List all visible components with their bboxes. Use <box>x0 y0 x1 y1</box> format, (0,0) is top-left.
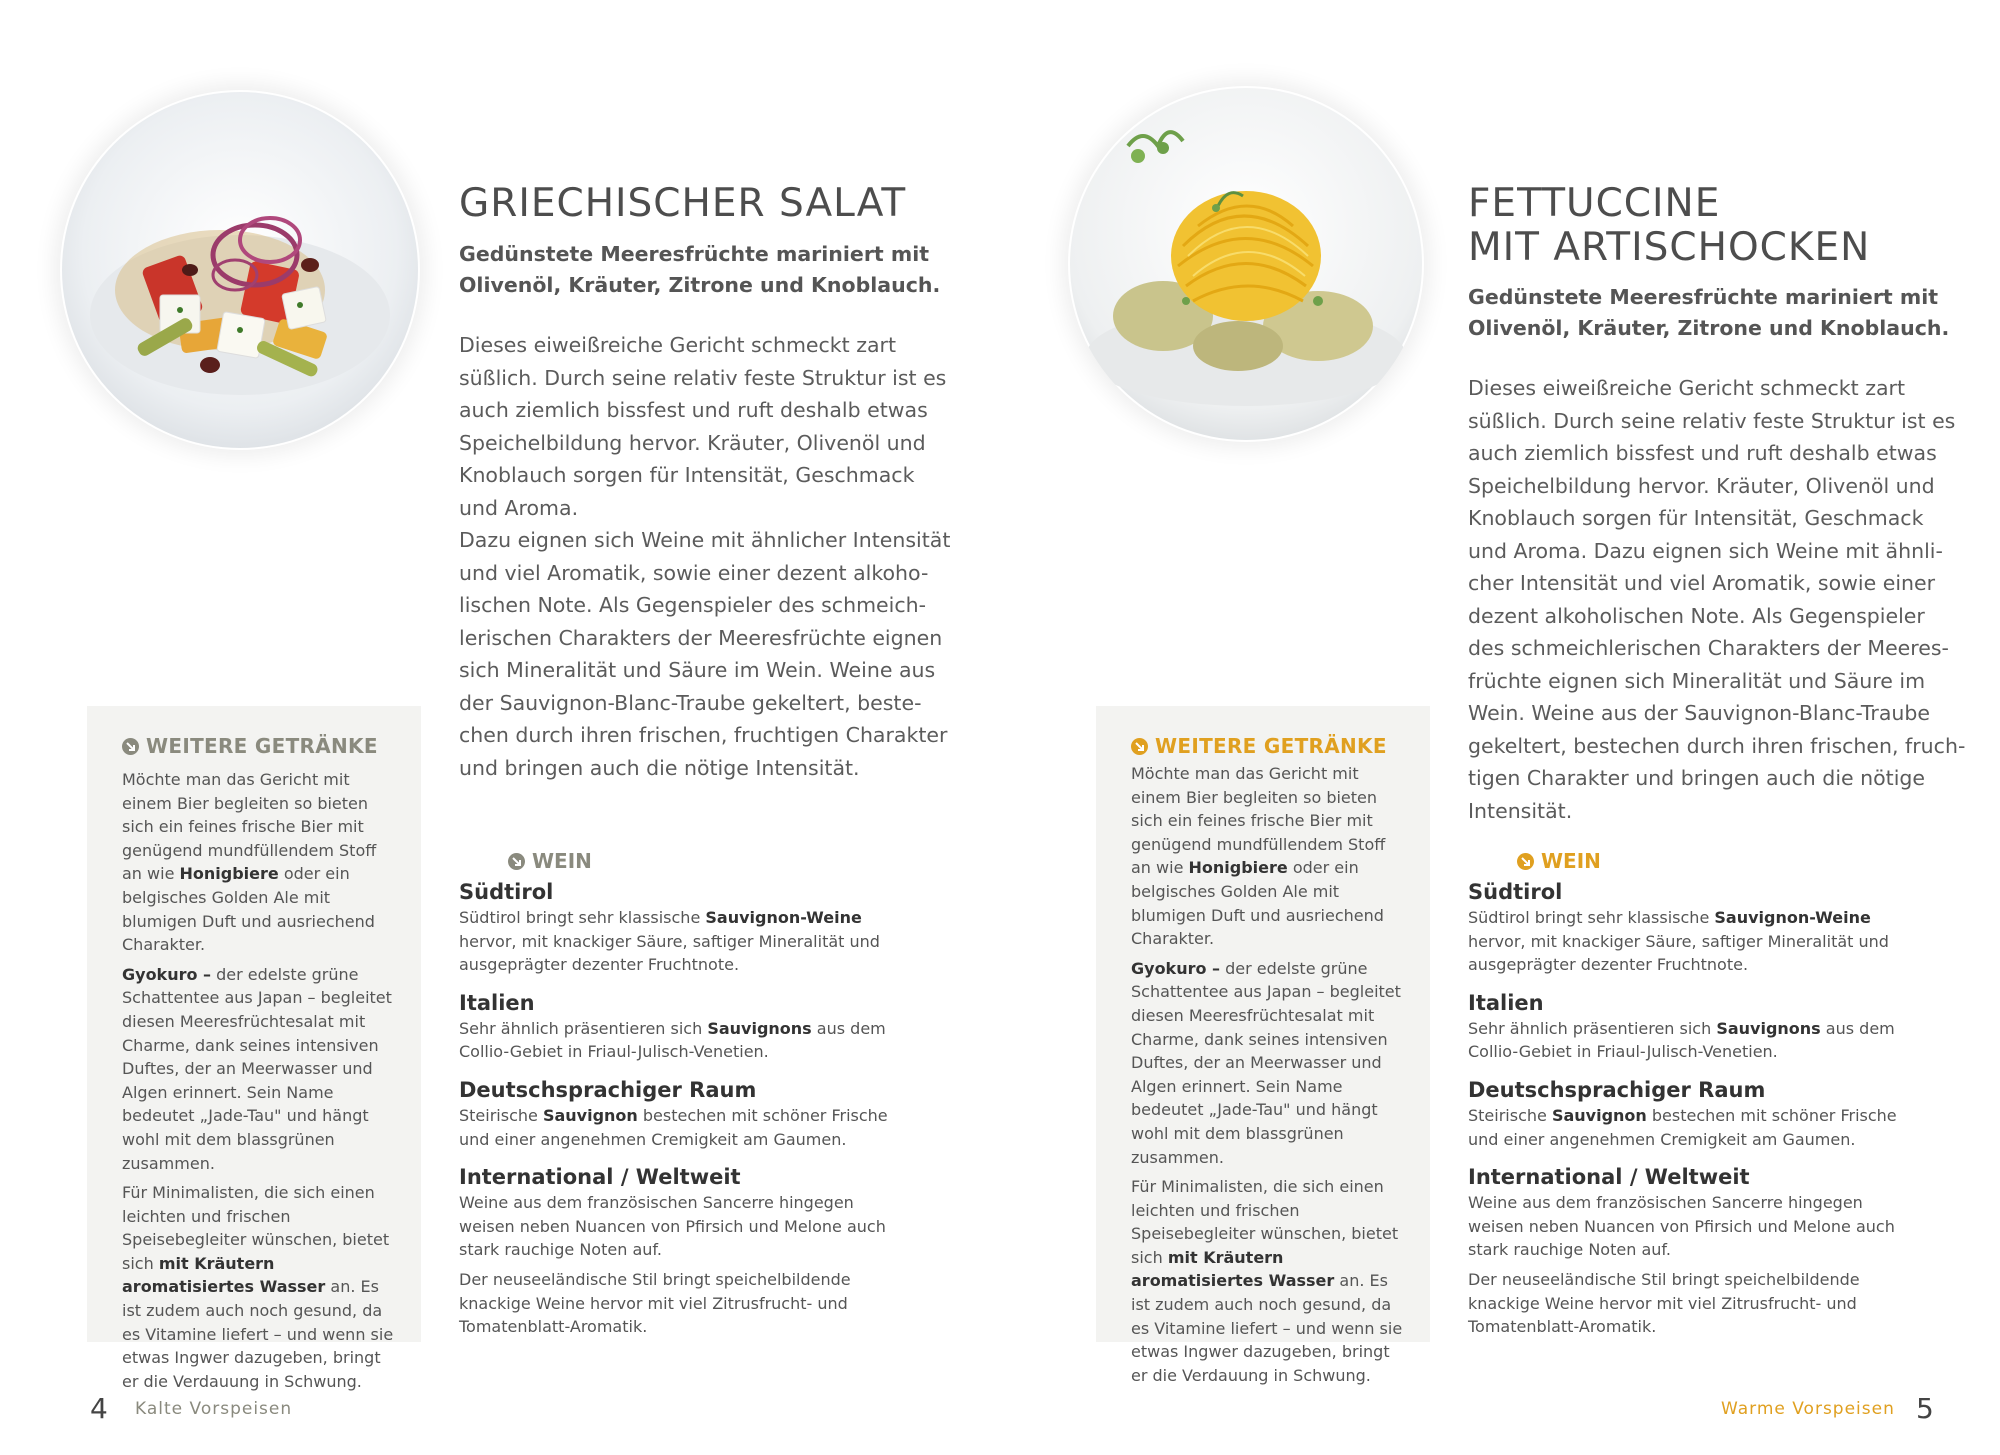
left-box-paragraph-tea: Gyokuro – der edelste grüne Schattentee aus Japan – begleitet diesen Meeresfrüchtesalat mit Charme, dank seines intensiven Duftes, der an Meerwasser und Algen erinnert. Sein Name bedeutet „Jade-Tau" und hängt wohl mit dem blassgrünen zusammen. <box>122 964 392 1173</box>
wine-region-title: International / Weltweit <box>1468 1165 1750 1190</box>
right-box-paragraph-water: Für Minimalisten, die sich einen leichten und frischen Speisebegleiter wünschen, bietet sich mit Kräutern aromatisiertes Wasser an. Es ist zudem auch noch gesund, da es Vitamine liefert – und wenn sie etwas Ingwer dazugeben, bringt er die Verdauung in Schwung. <box>1131 1177 1403 1385</box>
right-section-label: Warme Vorspeisen <box>1721 1399 1895 1419</box>
wine-region-description: Steirische Sauvignon bestechen mit schöner Frische und einer angenehmen Cremigkeit am Gaumen. <box>1468 1105 1897 1149</box>
left-page-number: 4 <box>90 1392 108 1425</box>
wine-region-title: Südtirol <box>1468 880 1563 904</box>
left-wine-label: WEIN <box>532 849 592 873</box>
right-body-line: Speichelbildung hervor. Kräuter, Olivenöl und <box>1468 473 1935 498</box>
right-body-line: des schmeichlerischen Charakters der Meeres- <box>1468 636 1949 660</box>
left-body-line: sich Mineralität und Säure im Wein. Weine aus <box>459 658 936 682</box>
left-box-paragraph-water: Für Minimalisten, die sich einen leichten und frischen Speisebegleiter wünschen, bietet sich mit Kräutern aromatisiertes Wasser an. Es ist zudem auch noch gesund, da es Vitamine liefert – und wenn sie etwas Ingwer dazugeben, bringt er die Verdauung in Schwung. <box>122 1183 394 1391</box>
right-body-line: auch ziemlich bissfest und ruft deshalb etwas <box>1468 441 1937 465</box>
left-further-drinks-box <box>87 706 421 1391</box>
wine-region-description: Sehr ähnlich präsentieren sich Sauvignons aus dem Collio-Gebiet in Friaul-Julisch-Venetien. <box>1468 1018 1895 1062</box>
wine-region-title: Deutschsprachiger Raum <box>459 1077 757 1102</box>
left-body-line: und bringen auch die nötige Intensität. <box>459 755 860 780</box>
wine-region-description: Steirische Sauvignon bestechen mit schöner Frische und einer angenehmen Cremigkeit am Gaumen. <box>459 1105 888 1149</box>
left-dish-subtitle-line2: Olivenöl, Kräuter, Zitrone und Knoblauch. <box>459 273 941 297</box>
wine-region-description: Weine aus dem französischen Sancerre hingegen weisen neben Nuancen von Pfirsich und Melone auch stark rauchige Noten auf. <box>1468 1193 1895 1260</box>
left-body-line: auch ziemlich bissfest und ruft deshalb etwas <box>459 398 928 422</box>
right-body-line: süßlich. Durch seine relativ feste Struktur ist es <box>1468 408 1956 433</box>
right-wine-label: WEIN <box>1541 849 1601 873</box>
left-further-drinks-heading <box>122 734 395 758</box>
right-body-line: gekeltert, bestechen durch ihren frischen, fruch- <box>1468 733 1966 758</box>
right-further-drinks-box <box>1096 706 1430 1385</box>
left-body-line: Speichelbildung hervor. Kräuter, Olivenöl und <box>459 430 926 455</box>
right-further-drinks-heading <box>1131 734 1404 758</box>
left-dish-description <box>459 329 950 784</box>
left-section-label: Kalte Vorspeisen <box>135 1399 293 1419</box>
right-box-paragraph-beer: Möchte man das Gericht mit einem Bier begleiten so bieten sich ein feines frische Bier mit genügend mundfüllendem Stoff an wie Honigbiere oder ein belgisches Golden Ale mit blumigen Duft und ausriechend Charakter. <box>1131 764 1386 949</box>
left-body-line: Knoblauch sorgen für Intensität, Geschmack <box>459 463 915 487</box>
wine-region-title: Italien <box>1468 990 1544 1015</box>
right-body-line: dezent alkoholischen Note. Als Gegenspieler <box>1468 603 1925 628</box>
left-body-line: Dazu eignen sich Weine mit ähnlicher Intensität <box>459 528 951 552</box>
wine-extra-description: Der neuseeländische Stil bringt speichelbildende knackige Weine hervor mit viel Zitrusfrucht- und Tomatenblatt-Aromatik. <box>459 1269 851 1337</box>
left-dish-subtitle-line1: Gedünstete Meeresfrüchte mariniert mit <box>459 242 930 266</box>
left-body-line: lischen Note. Als Gegenspieler des schmeich- <box>459 593 927 617</box>
right-page-number: 5 <box>1916 1392 1934 1425</box>
right-dish-title-line2: MIT ARTISCHOCKEN <box>1468 225 1871 270</box>
left-body-line: und Aroma. <box>459 495 579 520</box>
arrow-circle-icon <box>1131 738 1148 755</box>
right-body-line: Wein. Weine aus der Sauvignon-Blanc-Traube <box>1468 701 1931 725</box>
right-wine-heading <box>1517 849 1601 873</box>
left-body-line: und viel Aromatik, sowie einer dezent alkoho- <box>459 560 929 585</box>
fettuccine-image <box>1068 86 1424 442</box>
right-body-line: und Aroma. Dazu eignen sich Weine mit ähnli- <box>1468 538 1943 563</box>
wine-region-description: Weine aus dem französischen Sancerre hingegen weisen neben Nuancen von Pfirsich und Melone auch stark rauchige Noten auf. <box>459 1193 886 1260</box>
left-wine-list <box>459 878 889 1351</box>
wine-region-title: Italien <box>459 990 535 1015</box>
left-body-line: chen durch ihren frischen, fruchtigen Charakter <box>459 723 948 747</box>
right-box-paragraph-tea: Gyokuro – der edelste grüne Schattentee aus Japan – begleitet diesen Meeresfrüchtesalat mit Charme, dank seines intensiven Duftes, der an Meerwasser und Algen erinnert. Sein Name bedeutet „Jade-Tau" und hängt wohl mit dem blassgrünen zusammen. <box>1131 958 1401 1167</box>
greek-salad-image <box>60 90 420 450</box>
wine-region-description: Südtirol bringt sehr klassische Sauvignon-Weine hervor, mit knackiger Säure, saftiger Mineralität und ausgeprägter dezenter Fruchtnote. <box>1468 908 1889 975</box>
right-further-drinks-label: WEITERE GETRÄNKE <box>1155 734 1387 758</box>
left-dish-title: GRIECHISCHER SALAT <box>459 181 907 226</box>
left-body-line: der Sauvignon-Blanc-Traube gekeltert, beste- <box>459 690 922 715</box>
right-body-line: Intensität. <box>1468 798 1573 823</box>
right-body-line: Knoblauch sorgen für Intensität, Geschmack <box>1468 506 1924 530</box>
wine-region-title: Deutschsprachiger Raum <box>1468 1077 1766 1102</box>
wine-region-title: Südtirol <box>459 880 554 904</box>
arrow-circle-icon <box>122 738 139 755</box>
left-wine-heading <box>508 849 592 873</box>
left-box-paragraph-beer: Möchte man das Gericht mit einem Bier begleiten so bieten sich ein feines frische Bier mit genügend mundfüllendem Stoff an wie Honigbiere oder ein belgisches Golden Ale mit blumigen Duft und ausriechend Charakter. <box>122 770 377 955</box>
right-body-line: cher Intensität und viel Aromatik, sowie einer <box>1468 571 1936 595</box>
right-body-line: tigen Charakter und bringen auch die nötige <box>1468 766 1926 790</box>
left-body-line: lerischen Charakters der Meeresfrüchte eignen <box>459 625 943 650</box>
arrow-circle-icon <box>1517 853 1534 870</box>
arrow-circle-icon <box>508 853 525 870</box>
right-dish-title-line1: FETTUCCINE <box>1468 181 1721 226</box>
wine-region-description: Sehr ähnlich präsentieren sich Sauvignons aus dem Collio-Gebiet in Friaul-Julisch-Venetien. <box>459 1018 886 1062</box>
pasta-illustration <box>1068 86 1424 442</box>
right-wine-list <box>1468 878 1898 1351</box>
right-dish-description <box>1468 372 1965 827</box>
right-body-line: früchte eignen sich Mineralität und Säure im <box>1468 668 1926 693</box>
left-body-line: süßlich. Durch seine relativ feste Struktur ist es <box>459 365 947 390</box>
wine-region-description: Südtirol bringt sehr klassische Sauvignon-Weine hervor, mit knackiger Säure, saftiger Mineralität und ausgeprägter dezenter Fruchtnote. <box>459 908 880 975</box>
right-body-line: Dieses eiweißreiche Gericht schmeckt zart <box>1468 376 1906 400</box>
right-dish-subtitle-line1: Gedünstete Meeresfrüchte mariniert mit <box>1468 285 1939 309</box>
wine-extra-description: Der neuseeländische Stil bringt speichelbildende knackige Weine hervor mit viel Zitrusfrucht- und Tomatenblatt-Aromatik. <box>1468 1269 1860 1337</box>
right-dish-subtitle-line2: Olivenöl, Kräuter, Zitrone und Knoblauch. <box>1468 316 1950 340</box>
wine-region-title: International / Weltweit <box>459 1165 741 1190</box>
left-body-line: Dieses eiweißreiche Gericht schmeckt zart <box>459 333 897 357</box>
salad-illustration <box>60 90 420 450</box>
left-further-drinks-label: WEITERE GETRÄNKE <box>146 734 378 758</box>
